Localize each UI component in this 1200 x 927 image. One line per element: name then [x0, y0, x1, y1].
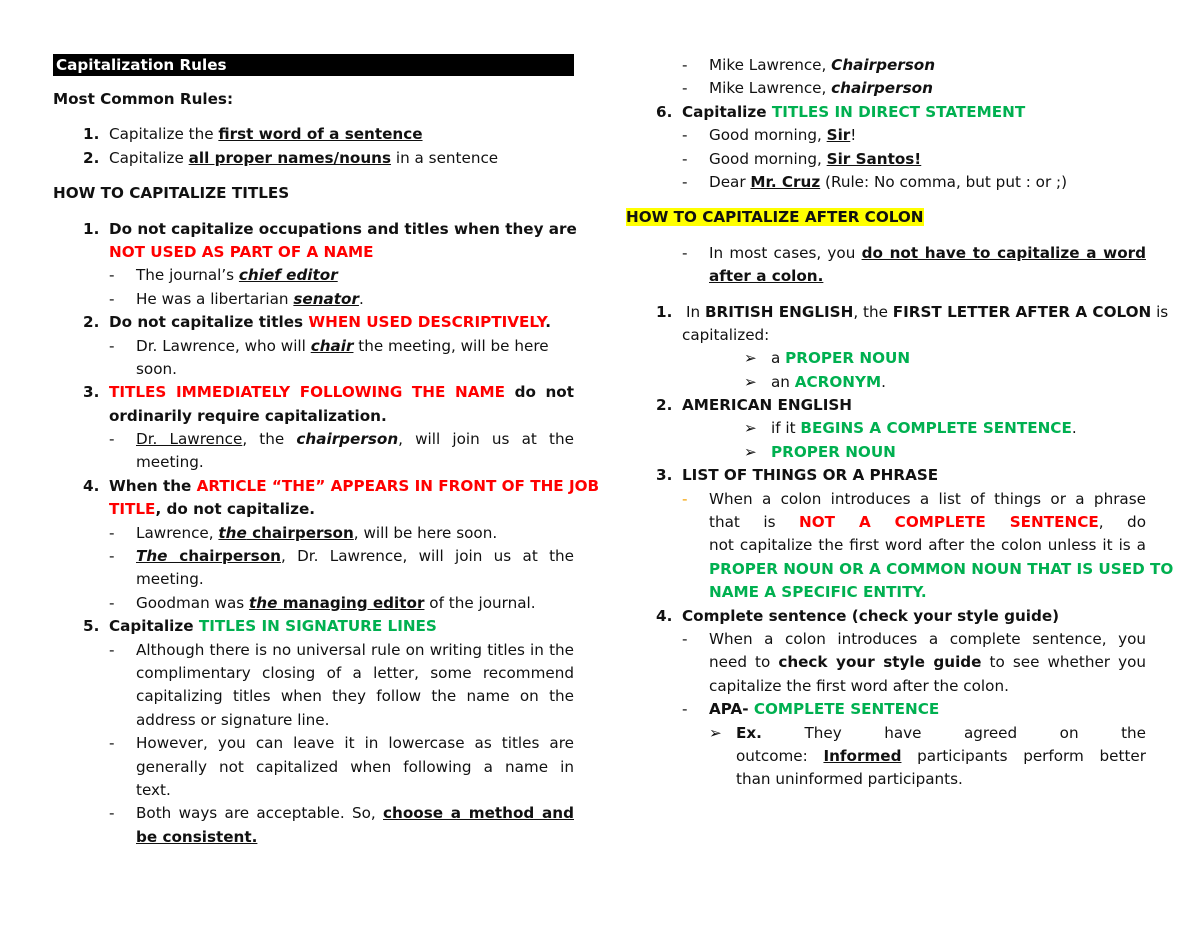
- title-rule-6: [626, 101, 1146, 124]
- paragraph-text: that is: [709, 513, 799, 532]
- dash-bullet: -: [682, 149, 688, 168]
- right-column: [626, 54, 1174, 792]
- title-rule-1: [53, 218, 577, 241]
- rule-text-red: TITLE: [109, 500, 156, 519]
- example-underlined: Dr. Lawrence: [136, 430, 243, 449]
- dash-bullet: -: [109, 266, 115, 285]
- item-text-green: PROPER NOUN: [771, 442, 896, 461]
- example-emphasis: Sir: [826, 126, 851, 145]
- example-text: soon.: [136, 359, 177, 378]
- example-text: outcome:: [736, 746, 824, 765]
- rule-number: 2.: [83, 148, 100, 167]
- arrow-item: [626, 441, 1146, 464]
- example-text: He was a libertarian: [136, 289, 294, 308]
- example-text: participants perform better: [901, 746, 1146, 765]
- item-text: a: [771, 349, 786, 368]
- paragraph-text-green: COMPLETE SENTENCE: [753, 700, 940, 719]
- paragraph-item: [53, 802, 574, 825]
- dash-bullet: -: [109, 523, 115, 542]
- rule-text-red: TITLES IMMEDIATELY FOLLOWING THE NAME: [109, 383, 505, 402]
- rule-text: , the: [853, 302, 893, 321]
- paragraph-line: [626, 534, 1146, 557]
- example-line: [53, 568, 574, 591]
- most-common-title: Most Common Rules:: [53, 90, 234, 108]
- paragraph-line: [53, 685, 574, 708]
- rule-number: 5.: [83, 617, 100, 636]
- paragraph-text-green: PROPER NOUN OR A COMMON NOUN THAT IS USED TO: [709, 559, 1174, 578]
- paragraph-item: [626, 628, 1146, 651]
- example-text: of the journal.: [424, 593, 536, 612]
- title-rule-4: [53, 475, 600, 498]
- paragraph-text: , do: [1098, 513, 1146, 532]
- rule-text: Do not capitalize titles: [109, 313, 309, 332]
- paragraph-emphasis: choose a method and: [383, 804, 574, 823]
- paragraph-emphasis: check your style guide: [778, 653, 982, 672]
- arrow-item: [626, 347, 1146, 370]
- example-item: [626, 171, 1146, 194]
- example-item: [53, 264, 574, 287]
- rule-text: Capitalize: [109, 148, 189, 167]
- colon-rule-2: [626, 394, 1146, 417]
- example-item: [626, 148, 1146, 171]
- section-header: Capitalization Rules: [56, 56, 227, 74]
- example-emphasis: chairperson: [296, 430, 399, 449]
- paragraph-line: [626, 558, 1174, 581]
- rule-number: 6.: [656, 102, 673, 121]
- example-emphasis: chairperson: [246, 523, 354, 542]
- item-text: .: [1071, 419, 1077, 438]
- paragraph-line: [626, 265, 1146, 288]
- dash-bullet: -: [109, 430, 115, 449]
- rule-number: 2.: [656, 396, 673, 415]
- example-emphasis: Mr. Cruz: [750, 172, 821, 191]
- colon-rule-1: [626, 301, 1169, 324]
- rule-emphasis: first word of a sentence: [218, 125, 423, 144]
- example-item: [53, 545, 574, 568]
- example-text: Good morning,: [709, 149, 827, 168]
- example-text: the meeting, will be here: [353, 336, 549, 355]
- rule-text-red: WHEN USED DESCRIPTIVELY: [308, 313, 546, 332]
- example-label: Ex.: [736, 723, 762, 742]
- example-item: [53, 592, 574, 615]
- example-emphasis: chairperson: [167, 547, 281, 566]
- rule-text: Capitalize: [109, 617, 199, 636]
- example-item: [626, 77, 1146, 100]
- dash-bullet: -: [109, 804, 115, 823]
- example-item: [53, 428, 574, 451]
- paragraph-line: [626, 581, 1146, 604]
- paragraph-item: [53, 639, 574, 662]
- rule-1: [53, 123, 574, 146]
- rule-line: [53, 498, 574, 521]
- rule-text: ordinarily require capitalization.: [109, 406, 387, 425]
- dash-bullet: -: [109, 734, 115, 753]
- paragraph-line: [53, 709, 574, 732]
- example-item: [53, 288, 574, 311]
- paragraph-text: In most cases, you: [709, 243, 862, 262]
- dash-bullet: -: [682, 243, 688, 262]
- example-item: [626, 54, 1146, 77]
- rule-number: 1.: [83, 125, 100, 144]
- example-emphasis: chair: [310, 336, 354, 355]
- paragraph-text: generally not capitalized when following a name in: [136, 757, 574, 776]
- example-text: !: [850, 126, 857, 145]
- rule-text: Do not capitalize occupations and titles when they are: [109, 219, 577, 238]
- paragraph-line: [53, 779, 574, 802]
- example-text: .: [358, 289, 364, 308]
- item-text-green: ACRONYM: [794, 372, 882, 391]
- rule-number: 4.: [656, 606, 673, 625]
- example-text: than uninformed participants.: [736, 770, 963, 789]
- example-text: Lawrence,: [136, 523, 219, 542]
- example-item: [626, 124, 1146, 147]
- example-text: The journal’s: [136, 266, 239, 285]
- dash-bullet: -: [109, 547, 115, 566]
- rule-text: When the: [109, 476, 197, 495]
- colon-heading: HOW TO CAPITALIZE AFTER COLON: [626, 208, 924, 227]
- rule-number: 3.: [656, 466, 673, 485]
- titles-heading: HOW TO CAPITALIZE TITLES: [53, 184, 290, 203]
- rule-number: 3.: [83, 383, 100, 402]
- rule-text: in a sentence: [391, 148, 499, 167]
- example-text: (Rule: No comma, but put : or ;): [820, 172, 1068, 191]
- dash-bullet: -: [109, 640, 115, 659]
- example-emphasis: chairperson: [831, 79, 933, 98]
- example-line: [626, 768, 1146, 791]
- example-text: Dr. Lawrence, who will: [136, 336, 311, 355]
- paragraph-line: [626, 651, 1146, 674]
- paragraph-text: complimentary closing of a letter, some recommend: [136, 663, 574, 682]
- rule-line: [53, 405, 574, 428]
- rule-text-red: ARTICLE “THE” APPEARS IN FRONT OF THE JOB: [196, 476, 600, 495]
- item-text: if it: [771, 419, 801, 438]
- rule-text: is: [1151, 302, 1169, 321]
- example-emphasis: Chairperson: [831, 56, 936, 74]
- arrow-item: [626, 371, 1146, 394]
- example-text: Mike Lawrence,: [709, 79, 832, 98]
- arrow-item: [626, 417, 1146, 440]
- example-line: [53, 451, 574, 474]
- paragraph-emphasis: APA-: [709, 700, 754, 719]
- item-text: .: [881, 372, 886, 391]
- dash-bullet: -: [682, 629, 688, 648]
- example-emphasis: the: [218, 523, 247, 542]
- example-item: [53, 522, 574, 545]
- heading-line: [626, 206, 1146, 229]
- example-text: Mike Lawrence,: [709, 56, 832, 74]
- example-text: , the: [242, 430, 297, 449]
- paragraph-text: However, you can leave it in lowercase as titles are: [136, 734, 574, 753]
- section-header-bar: [53, 54, 574, 76]
- dash-bullet: -: [682, 700, 688, 719]
- rule-text: .: [545, 313, 551, 332]
- rule-text: Capitalize: [682, 102, 772, 121]
- paragraph-text: address or signature line.: [136, 710, 330, 729]
- example-text: Good morning,: [709, 126, 827, 145]
- rule-emphasis: FIRST LETTER AFTER A COLON: [892, 302, 1152, 321]
- rule-text: do not: [504, 383, 575, 402]
- rule-line: [53, 241, 574, 264]
- paragraph-emphasis: after a colon.: [709, 267, 824, 286]
- item-text-green: PROPER NOUN: [785, 349, 911, 368]
- paragraph-text-red: NOT A COMPLETE SENTENCE: [799, 513, 1099, 532]
- arrow-bullet-icon: ➢: [744, 349, 757, 368]
- rule-2: [53, 147, 574, 170]
- dash-bullet: -: [682, 126, 688, 145]
- paragraph-text: to see whether you: [981, 653, 1147, 672]
- paragraph-line: [626, 511, 1146, 534]
- rule-text: capitalized:: [682, 325, 770, 344]
- paragraph-emphasis: do not have to capitalize a word: [861, 243, 1146, 262]
- example-text: meeting.: [136, 453, 204, 472]
- example-line: [53, 358, 574, 381]
- rule-text: In: [686, 302, 705, 321]
- left-column: [53, 54, 600, 849]
- dash-bullet: -: [682, 79, 688, 98]
- item-text: an: [771, 372, 795, 391]
- paragraph-line: [53, 826, 574, 849]
- paragraph-line: [53, 662, 574, 685]
- example-emphasis: Informed: [823, 746, 902, 765]
- arrow-item: [626, 722, 1146, 745]
- paragraph-item: [626, 242, 1146, 265]
- paragraph-text: Both ways are acceptable. So,: [136, 804, 384, 823]
- arrow-bullet-icon: ➢: [744, 442, 757, 461]
- dash-bullet: -: [682, 56, 688, 74]
- paragraph-line: [626, 675, 1146, 698]
- example-text: They have agreed on the: [761, 723, 1146, 742]
- example-text: meeting.: [136, 570, 204, 589]
- example-text: , will be here soon.: [353, 523, 498, 542]
- example-text: , will join us at the: [398, 430, 574, 449]
- paragraph-emphasis: be consistent.: [136, 827, 258, 846]
- paragraph-text: need to: [709, 653, 779, 672]
- arrow-bullet-icon: ➢: [744, 372, 757, 391]
- rule-text-green: TITLES IN DIRECT STATEMENT: [771, 102, 1026, 121]
- rule-line: [626, 324, 1146, 347]
- paragraph-text: capitalize the first word after the colon.: [709, 676, 1009, 695]
- rule-emphasis: all proper names/nouns: [188, 148, 392, 167]
- rule-emphasis: BRITISH ENGLISH: [704, 302, 854, 321]
- rule-number: 1.: [83, 219, 100, 238]
- paragraph-text: text.: [136, 780, 171, 799]
- paragraph-text: When a colon introduces a list of things or a phrase: [709, 489, 1146, 508]
- arrow-bullet-icon: ➢: [709, 723, 722, 742]
- colon-rule-4: [626, 605, 1146, 628]
- example-text: Dear: [709, 172, 751, 191]
- paragraph-text: capitalizing titles when they follow the name on the: [136, 687, 574, 706]
- example-emphasis: managing editor: [277, 593, 425, 612]
- dash-bullet: -: [682, 172, 688, 191]
- paragraph-text: not capitalize the first word after the colon unless it is a: [709, 536, 1146, 555]
- title-rule-5: [53, 615, 574, 638]
- paragraph-text: Although there is no universal rule on writing titles in the: [136, 640, 574, 659]
- rule-number: 4.: [83, 476, 100, 495]
- rule-number: 2.: [83, 313, 100, 332]
- paragraph-text-green: NAME A SPECIFIC ENTITY.: [709, 583, 927, 602]
- arrow-bullet-icon: ➢: [744, 419, 757, 438]
- dash-bullet: -: [682, 489, 688, 508]
- item-text-green: BEGINS A COMPLETE SENTENCE: [800, 419, 1072, 438]
- paragraph-line: [53, 756, 574, 779]
- rule-title: AMERICAN ENGLISH: [682, 396, 853, 415]
- example-emphasis: Sir Santos!: [826, 149, 922, 168]
- rule-text: , do not capitalize.: [155, 500, 316, 519]
- rule-number: 1.: [656, 302, 673, 321]
- example-emphasis: senator: [293, 289, 359, 308]
- example-emphasis: The: [136, 547, 168, 566]
- paragraph-text: When a colon introduces a complete sentence, you: [709, 629, 1146, 648]
- colon-rule-3: [626, 464, 1146, 487]
- paragraph-item: [53, 732, 574, 755]
- title-rule-2: [53, 311, 574, 334]
- rule-title: LIST OF THINGS OR A PHRASE: [682, 466, 939, 485]
- dash-bullet: -: [109, 336, 115, 355]
- dash-bullet: -: [109, 593, 115, 612]
- example-text: Goodman was: [136, 593, 250, 612]
- paragraph-item: [626, 698, 1146, 721]
- rule-text-green: TITLES IN SIGNATURE LINES: [198, 617, 437, 636]
- example-text: , Dr. Lawrence, will join us at the: [280, 547, 574, 566]
- rule-text: Capitalize the: [109, 125, 219, 144]
- example-emphasis: the: [249, 593, 278, 612]
- example-emphasis: chief editor: [238, 266, 338, 285]
- example-item: [53, 335, 574, 358]
- rule-title: Complete sentence (check your style guide): [682, 606, 1060, 625]
- paragraph-item: [626, 488, 1146, 511]
- rule-text-red: NOT USED AS PART OF A NAME: [109, 242, 374, 261]
- title-rule-3: [53, 381, 574, 404]
- example-line: [626, 745, 1146, 768]
- dash-bullet: -: [109, 289, 115, 308]
